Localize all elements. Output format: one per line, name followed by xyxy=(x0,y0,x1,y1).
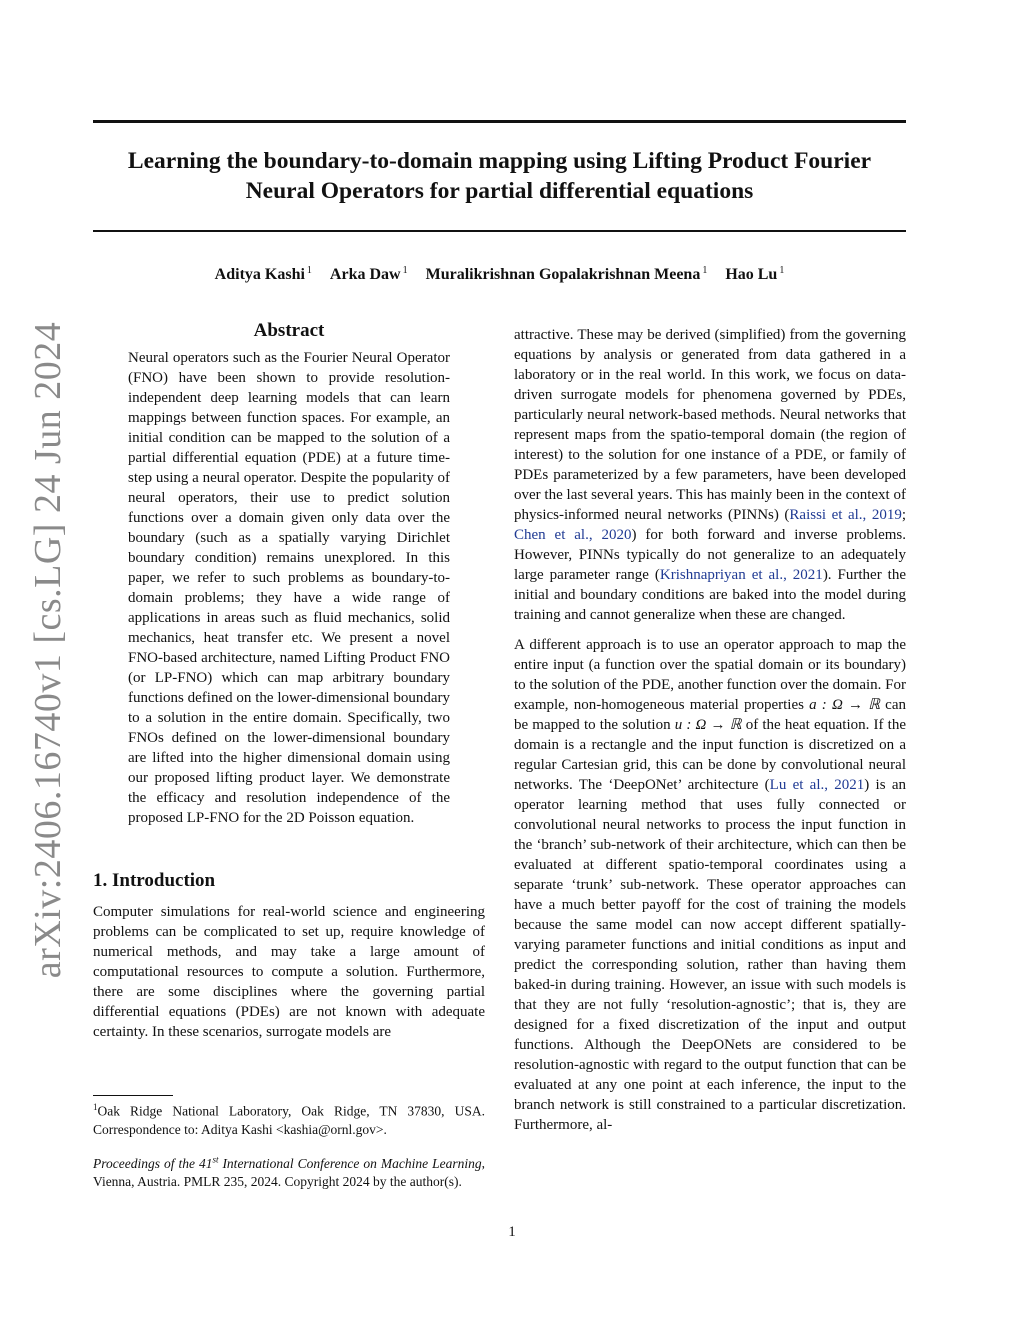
math-u-mapping: u : Ω → ℝ xyxy=(674,717,742,733)
proceedings-details: , Vienna, Austria. PMLR 235, 2024. Copyright 2024 by the author(s). xyxy=(93,1155,485,1189)
title-top-rule xyxy=(93,120,906,123)
author-1 xyxy=(215,266,312,283)
paper-title xyxy=(93,146,906,206)
author-affiliation-mark: 1 xyxy=(402,265,408,276)
citation-separator: ; xyxy=(901,507,906,523)
title-bottom-rule xyxy=(93,230,906,232)
paper-title-line-1: Learning the boundary-to-domain mapping using Lifting Product Fourier xyxy=(127,148,872,174)
paragraph-text: can be mapped to the solution xyxy=(514,697,906,733)
author-list xyxy=(93,265,906,284)
footnote-rule xyxy=(93,1095,173,1096)
proceedings-note xyxy=(93,1150,485,1191)
affiliation-footnote xyxy=(93,1098,485,1139)
paragraph-text: ) for both forward and inverse problems. However, PINNs typically do not generalize to an adequately large parameter range ( xyxy=(514,527,906,583)
author-name: Muralikrishnan Gopalakrishnan Meena xyxy=(425,266,701,284)
author-name: Aditya Kashi xyxy=(214,266,305,284)
introduction-paragraph-1: Computer simulations for real-world science and engineering problems can be complicated to set up, require knowledge of numerical methods, and may take a large amount of computational resources to compute a solution. Furthermore, there are some disciplines where the governing partial differential equations (PDEs) are not known with adequate certainty. In these scenarios, surrogate models are xyxy=(93,904,485,1040)
paper-title-line-2: Neural Operators for partial differential equations xyxy=(245,178,754,204)
arxiv-identifier-stamp xyxy=(26,321,70,979)
footnote-mark: 1 xyxy=(93,1102,98,1112)
right-paragraph-2 xyxy=(514,635,906,1135)
abstract-heading: Abstract xyxy=(253,320,325,341)
paragraph-text: A different approach is to use an operator approach to map the entire input (a function over the spatial domain or its boundary) to the solution of the PDE, another function over the domain. For example, non-homogeneous material properties xyxy=(514,637,907,713)
author-affiliation-mark: 1 xyxy=(306,265,312,276)
footnote-text: Oak Ridge National Laboratory, Oak Ridge, TN 37830, USA. Correspondence to: Aditya Kashi <kashia@ornl.gov>. xyxy=(93,1103,485,1137)
proceedings-number: 41 xyxy=(198,1155,213,1171)
paragraph-text: ). Further the initial and boundary conditions are baked into the model during training and cannot generalize when these are changed. xyxy=(514,567,906,623)
right-column xyxy=(514,325,906,1135)
author-affiliation-mark: 1 xyxy=(702,265,708,276)
abstract-text: Neural operators such as the Fourier Neural Operator (FNO) have been shown to provide resolution-independent deep learning models that can learn mappings between function spaces. For example, an initial condition can be mapped to the solution of a partial differential equation (PDE) at a future time-step using a neural operator. Despite the popularity of neural operators, their use to predict solution functions over a domain given only data over the boundary (such as a spatially varying Dirichlet boundary condition) remains unexplored. In this paper, we refer to such problems as boundary-to-domain problems; they have a wide range of applications in areas such as fluid mechanics, solid mechanics, heat transfer etc. We present a novel FNO-based architecture, named Lifting Product FNO (or LP-FNO) which can map arbitrary boundary functions defined on the lower-dimensional boundary to a solution in the entire domain. Specifically, two FNOs defined on the lower-dimensional boundary are lifted into the higher dimensional domain using our proposed lifting product layer. We demonstrate the efficacy and resolution independence of the proposed LP-FNO for the 2D Poisson equation. xyxy=(128,350,450,826)
paragraph-text: ) is an operator learning method that uses fully connected or convolutional neural networks to process the input function in the ‘branch’ sub-network of their architecture, which can then be evaluated at different spatio-temporal coordinates using a separate ‘trunk’ sub-network. These operator approaches can have a much better payoff for the cost of training the models because the same model can now accept different spatially-varying parameter functions and initial conditions as input and predict the corresponding solution, rather than having them baked-in during training. However, an issue with such models is that they are not fully ‘resolution-agnostic’; that is, they are designed for a fixed discretization of the input and output functions. Although the DeepONets are considered to be resolution-agnostic with regard to the output function that can be evaluated at any one point at each inference, the input to the branch network is still constrained to a particular discretization. Furthermore, al- xyxy=(514,777,906,1133)
citation-krishnapriyan-2021[interactable]: Krishnapriyan et al., 2021 xyxy=(659,567,823,583)
author-4 xyxy=(725,266,784,283)
citation-chen-2020[interactable]: Chen et al., 2020 xyxy=(514,527,632,543)
author-affiliation-mark: 1 xyxy=(779,265,785,276)
proceedings-ordinal: st xyxy=(212,1154,219,1164)
right-paragraph-1 xyxy=(514,325,906,625)
author-name: Arka Daw xyxy=(329,266,401,284)
arxiv-identifier: arXiv:2406.16740v1 [cs.LG] 24 Jun 2024 xyxy=(27,321,70,979)
paragraph-text: of the heat equation. If the domain is a rectangle and the input function is discretized on a regular Cartesian grid, this can be done by convolutional neural networks. The ‘DeepONet’ architecture ( xyxy=(514,717,906,793)
author-name: Hao Lu xyxy=(725,266,778,284)
citation-lu-2021[interactable]: Lu et al., 2021 xyxy=(769,777,865,793)
introduction-heading: 1. Introduction xyxy=(93,870,216,891)
author-3 xyxy=(426,266,708,283)
proceedings-conference: International Conference on Machine Learning xyxy=(218,1155,482,1171)
left-column xyxy=(93,320,485,1042)
paragraph-text: attractive. These may be derived (simplified) from the governing equations by analysis or generated from data gathered in a laboratory or in the real world. In this work, we focus on data-driven surrogate models for phenomena governed by PDEs, particularly neural network-based methods. Neural networks that represent maps from the spatio-temporal domain (the region of interest) to the solution for one instance of a PDE, or family of PDEs parameterized by a few parameters, have been developed over the last several years. This has mainly been in the context of physics-informed neural networks (PINNs) ( xyxy=(514,327,906,523)
page-number: 1 xyxy=(508,1224,516,1240)
author-2 xyxy=(330,266,408,283)
math-a-mapping: a : Ω → ℝ xyxy=(809,697,881,713)
proceedings-prefix: Proceedings of the xyxy=(93,1155,199,1171)
citation-raissi-2019[interactable]: Raissi et al., 2019 xyxy=(789,507,902,523)
